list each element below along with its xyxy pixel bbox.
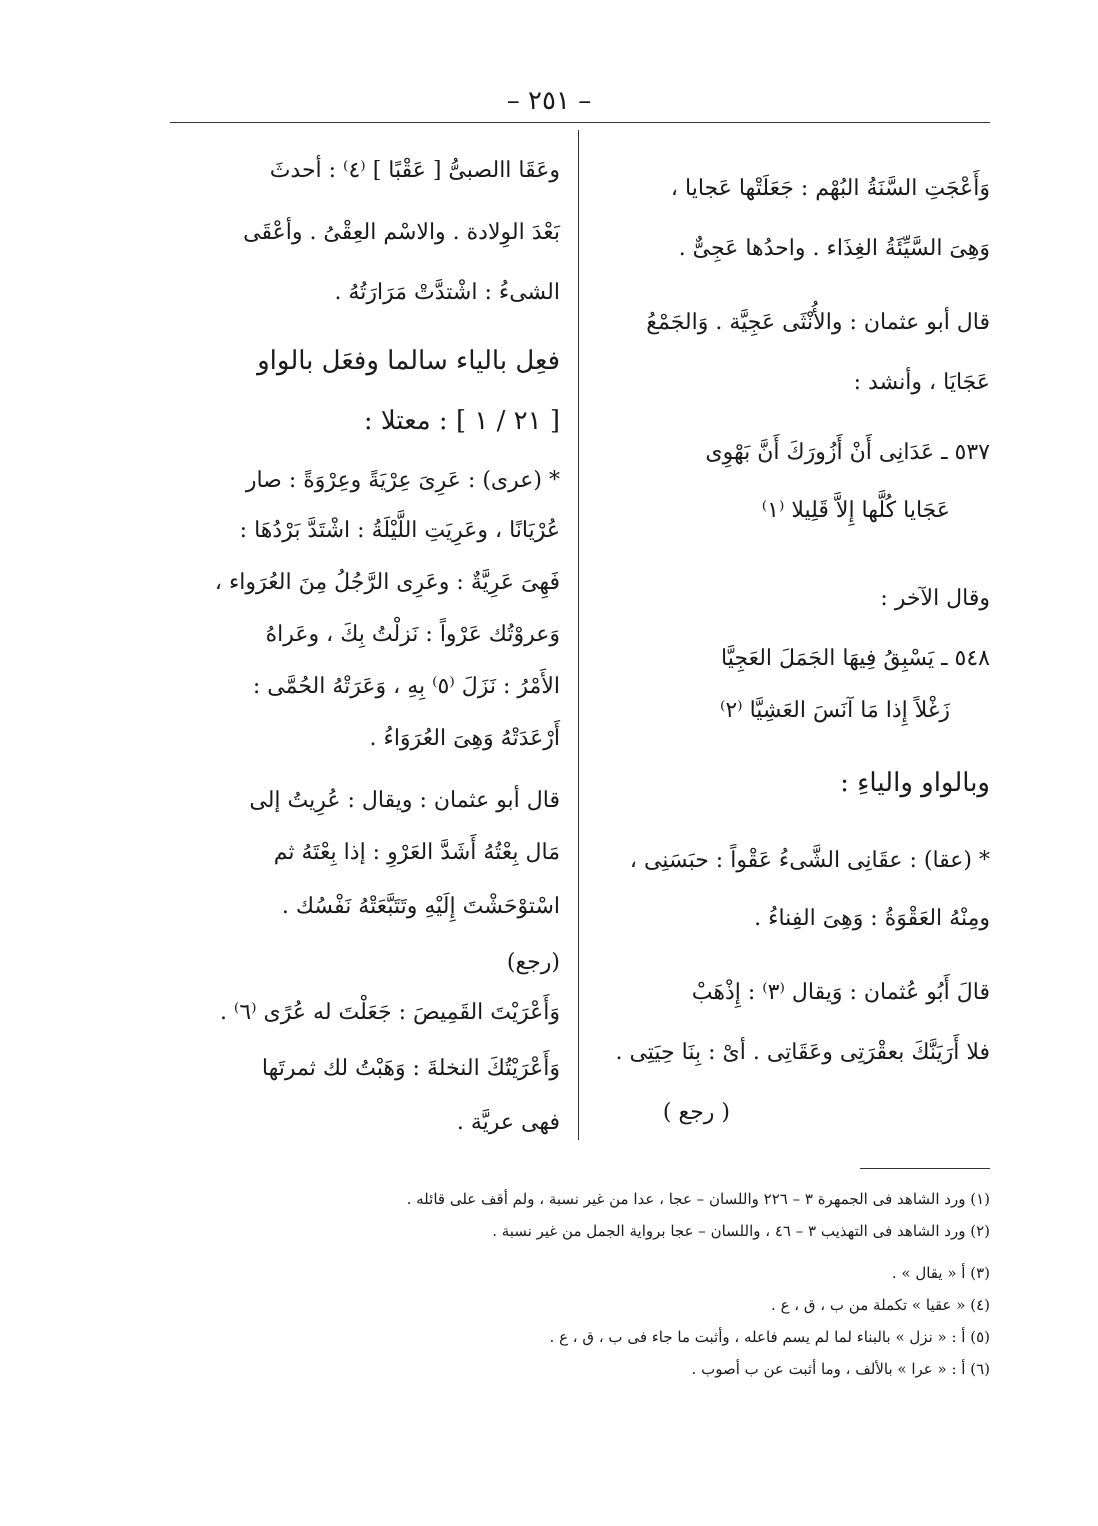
text-line: وَعروْتُك عَرْواً : نَزلْتُ بِكَ ، وعَراهُ xyxy=(265,622,560,647)
section-heading: وبالواو والياءِ : xyxy=(840,768,990,798)
text-line: عَجَايَا ، وأنشد : xyxy=(853,370,990,395)
footnote: (٣) أ « يقال » . xyxy=(891,1264,990,1282)
return-marker: (رجع) xyxy=(506,950,560,975)
text-line: وقال الآخر : xyxy=(880,586,990,611)
page-number: – ٢٥١ – xyxy=(506,86,592,116)
footnote: (١) ورد الشاهد فى الجمهرة ٣ – ٢٢٦ واللسان – عجا ، عدا من غير نسبة ، ولم أقف على قائله . xyxy=(406,1190,990,1208)
text-line: أَرْعَدَتْهُ وَهِىَ العُرَوَاءُ . xyxy=(369,726,560,751)
text-line: وَهِىَ السَّيِّئَةُ الغِذَاء . واحدُها عَجِىٌّ . xyxy=(678,236,990,261)
text-line: اسْتوْحَشْتَ إِلَيْهِ وتَتَبَّعَتْهُ نَفْسُك . xyxy=(281,894,560,919)
text-line: * (عرى) : عَرِىَ عِرْيَةً وعِرْوَةً : صار xyxy=(245,468,560,493)
text-line: قال أبو عثمان : ويقال : عُرِيتُ إلى xyxy=(249,788,560,813)
text-line: وَأَعْرَيْتَ القَمِيصَ : جَعَلْتَ له عُرًى ⁽٦⁾ . xyxy=(219,1000,560,1025)
return-marker: ( رجع ) xyxy=(662,1100,730,1125)
section-heading: فعِل بالياء سالما وفعَل بالواو xyxy=(257,346,560,376)
text-line: بَعْدَ الوِلادة . والاسْم العِقْىُ . وأعْقَى xyxy=(243,220,560,245)
text-line: ومِنْهُ العَقْوَةُ : وَهِىَ الفِناءُ . xyxy=(754,906,990,931)
text-line: * (عقا) : عقَانِى الشَّىءُ عَقْواً : حبَسَنِى ، xyxy=(629,848,990,873)
footnote: (٥) أ : « نزل » بالبناء لما لم يسم فاعله ، وأثبت ما جاء فى ب ، ق ، ع . xyxy=(549,1328,990,1346)
text-line: قالَ أَبُو عُثمان : وَيقال ⁽٣⁾ : إِذْهَبْ xyxy=(691,980,990,1005)
text-line: قال أبو عثمان : والأُنْثَى عَجِيَّة . وَالجَمْعُ xyxy=(646,310,990,335)
footnote: (٤) « عقيا » تكملة من ب ، ق ، ع . xyxy=(771,1296,990,1314)
text-line: مَال بِعْتُهُ أَشَدَّ العَرْوِ : إذا بِعْتَهُ ثم xyxy=(273,840,560,865)
text-line: الشىءُ : اشْتدَّتْ مَرَارَتُهُ . xyxy=(334,280,560,305)
column-divider xyxy=(578,130,579,1140)
text-line: وعَقَا االصبىُّ [ عَقْبًا ] ⁽٤⁾ : أحدثَ xyxy=(269,158,560,183)
text-line: فهى عريَّة . xyxy=(456,1110,560,1135)
verse-line: عَجَايا كُلَّها إِلاَّ قَلِيلا ⁽١⁾ xyxy=(761,498,950,523)
footnote: (٦) أ : « عرا » بالألف ، وما أثبت عن ب أصوب . xyxy=(691,1360,990,1378)
text-line: عُرْيَانًا ، وعَرِيَتِ اللَّيْلَةُ : اشْتَدَّ بَرْدُهَا : xyxy=(239,518,560,543)
footnote-rule xyxy=(860,1168,990,1169)
text-line: فَهِىَ عَرِيَّةٌ : وعَرِى الرَّجُلُ مِنَ العُرَواء ، xyxy=(214,570,560,595)
text-line: فلا أَرَيَنَّكَ بعقْرَتِى وعَقَاتِى . أىْ : بِنَا حِيَتِى . xyxy=(615,1040,990,1065)
verse-line: ٥٣٧ ـ عَدَانِى أَنْ أَزُورَكَ أَنَّ بَهْوِى xyxy=(705,440,990,465)
footnote: (٢) ورد الشاهد فى التهذيب ٣ – ٤٦ ، واللسان – عجا برواية الجمل من غير نسبة . xyxy=(492,1222,990,1240)
text-line: الأَمْرُ : نَزَلَ ⁽٥⁾ بِهِ ، وَعَرَتْهُ الحُمَّى : xyxy=(252,674,560,699)
section-heading: [ ٢١ / ١ ] : معتلا : xyxy=(363,406,560,436)
top-rule xyxy=(170,122,990,123)
text-line: وَأَعْرَيْتُكَ النخلةَ : وَهَبْتُ لك ثمرتَها xyxy=(261,1056,560,1081)
text-line: وَأَعْجَتِ السَّنَةُ البُهْم : جَعَلَتْها عَجايا ، xyxy=(670,176,990,201)
verse-line: ٥٤٨ ـ يَسْبِقُ فِيهَا الجَمَلَ العَجِيَّا xyxy=(721,646,990,671)
verse-line: زَغْلاً إِذا مَا آنَسَ العَشِيَّا ⁽٢⁾ xyxy=(719,698,950,723)
